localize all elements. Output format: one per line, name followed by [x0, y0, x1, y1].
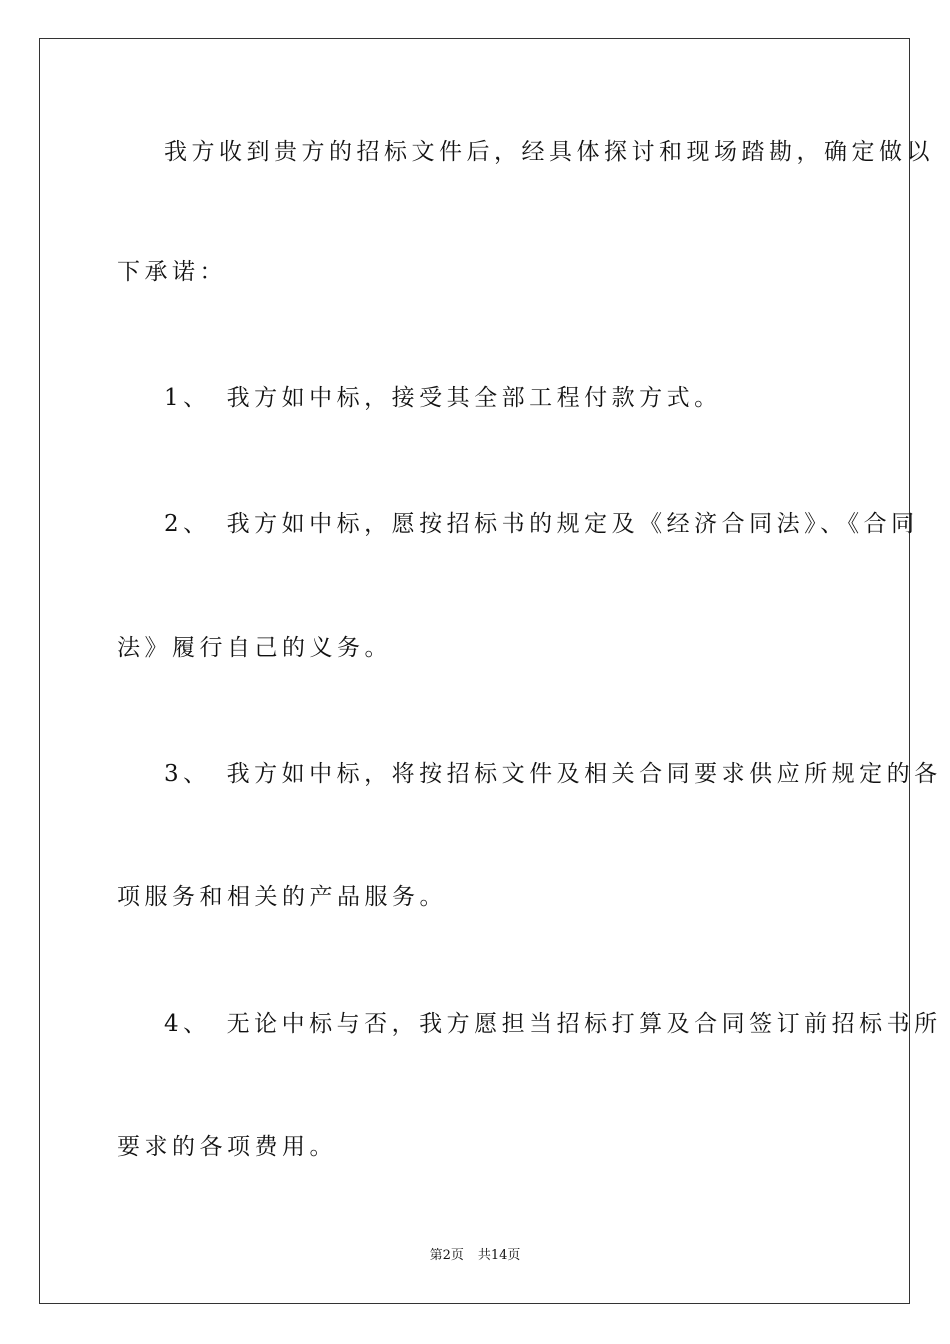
item-3-line-2	[117, 882, 837, 912]
item-2-text-1: 我方如中标，愿按招标书的规定及《经济合同法》、《合同	[226, 511, 919, 537]
item-2-text-2: 法》履行自己的义务。	[117, 635, 392, 661]
item-4-text-1: 无论中标与否，我方愿担当招标打算及合同签订前招标书所	[226, 1011, 942, 1037]
item-2-line-2	[117, 633, 837, 663]
page-footer	[0, 1248, 950, 1264]
item-4-text-2: 要求的各项费用。	[117, 1134, 337, 1160]
intro-line-2	[117, 257, 837, 287]
item-1-line-1	[164, 383, 884, 413]
page-number: 第2页	[429, 1248, 464, 1263]
item-2-number: 2、	[164, 511, 211, 537]
total-pages: 共14页	[477, 1248, 521, 1263]
item-4-number: 4、	[164, 1011, 211, 1037]
item-3-text-1: 我方如中标，将按招标文件及相关合同要求供应所规定的各	[226, 761, 942, 787]
item-2-line-1	[164, 509, 919, 539]
item-3-text-2: 项服务和相关的产品服务。	[117, 884, 447, 910]
item-1-text-1: 我方如中标，接受其全部工程付款方式。	[226, 385, 722, 411]
item-4-line-2	[117, 1132, 837, 1162]
item-3-line-1	[164, 759, 942, 789]
item-4-line-1	[164, 1009, 942, 1039]
page-border	[39, 38, 910, 1304]
intro-text-1: 我方收到贵方的招标文件后，经具体探讨和现场踏勘，确定做以	[164, 139, 934, 165]
item-1-number: 1、	[164, 385, 211, 411]
intro-text-2: 下承诺：	[117, 259, 227, 285]
intro-line-1	[164, 137, 934, 167]
item-3-number: 3、	[164, 761, 211, 787]
